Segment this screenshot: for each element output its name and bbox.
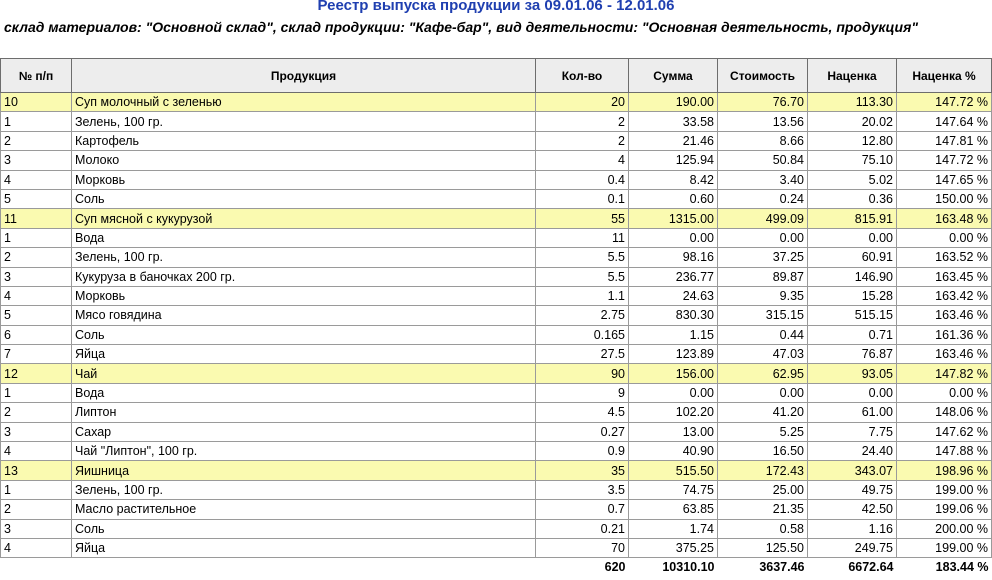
cell-cost: 50.84 [718,151,808,170]
cell-product: Соль [72,325,536,344]
total-quantity: 620 [604,560,626,575]
cell-cost: 25.00 [718,480,808,499]
total-cell [1,558,72,577]
cell-cost: 37.25 [718,248,808,267]
cell-cost: 62.95 [718,364,808,383]
cell-product: Суп мясной с кукурузой [72,209,536,228]
cell-markup: 5.02 [808,170,897,189]
cell-number: 5 [1,306,72,325]
cell-quantity: 9 [536,383,629,402]
cell-markup-percent: 199.00 % [897,538,992,557]
cell-cost: 0.44 [718,325,808,344]
cell-product: Вода [72,228,536,247]
table-body [1,93,992,558]
cell-product: Морковь [72,170,536,189]
cell-quantity: 2 [536,131,629,150]
cell-cost: 0.00 [718,228,808,247]
cell-markup: 0.00 [808,383,897,402]
ingredient-row [1,422,992,441]
cell-product: Липтон [72,403,536,422]
ingredient-row [1,442,992,461]
cell-quantity: 55 [536,209,629,228]
cell-cost: 16.50 [718,442,808,461]
cell-cost: 172.43 [718,461,808,480]
cell-sum: 40.90 [629,442,718,461]
cell-sum: 33.58 [629,112,718,131]
cell-markup-percent: 161.36 % [897,325,992,344]
ingredient-row [1,228,992,247]
cell-markup: 515.15 [808,306,897,325]
ingredient-row [1,131,992,150]
cell-product: Морковь [72,286,536,305]
ingredient-row [1,345,992,364]
ingredient-row [1,538,992,557]
cell-product: Соль [72,519,536,538]
cell-product: Суп молочный с зеленью [72,93,536,112]
col-header-cost: Стоимость [718,59,808,93]
cell-number: 2 [1,248,72,267]
cell-cost: 499.09 [718,209,808,228]
cell-cost: 0.24 [718,189,808,208]
cell-quantity: 0.165 [536,325,629,344]
cell-sum: 375.25 [629,538,718,557]
cell-markup-percent: 200.00 % [897,519,992,538]
cell-sum: 8.42 [629,170,718,189]
cell-quantity: 27.5 [536,345,629,364]
cell-quantity: 0.1 [536,189,629,208]
col-header-product: Продукция [72,59,536,93]
cell-number: 5 [1,189,72,208]
cell-quantity: 70 [536,538,629,557]
cell-markup: 7.75 [808,422,897,441]
cell-number: 4 [1,538,72,557]
cell-product: Зелень, 100 гр. [72,112,536,131]
cell-number: 6 [1,325,72,344]
cell-quantity: 4.5 [536,403,629,422]
cell-sum: 0.00 [629,228,718,247]
cell-sum: 74.75 [629,480,718,499]
cell-quantity: 0.4 [536,170,629,189]
total-cost: 3637.46 [759,560,805,575]
cell-markup: 343.07 [808,461,897,480]
cell-quantity: 35 [536,461,629,480]
cell-quantity: 0.27 [536,422,629,441]
cell-product: Яйца [72,345,536,364]
ingredient-row [1,248,992,267]
col-header-quantity: Кол-во [536,59,629,93]
cell-sum: 98.16 [629,248,718,267]
cell-product: Вода [72,383,536,402]
cell-number: 10 [1,93,72,112]
cell-number: 3 [1,519,72,538]
ingredient-row [1,480,992,499]
cell-number: 3 [1,267,72,286]
cell-number: 1 [1,112,72,131]
ingredient-row [1,325,992,344]
cell-markup-percent: 199.00 % [897,480,992,499]
cell-markup-percent: 198.96 % [897,461,992,480]
col-header-sum: Сумма [629,59,718,93]
ingredient-row [1,383,992,402]
ingredient-row [1,151,992,170]
cell-markup-percent: 0.00 % [897,383,992,402]
cell-markup-percent: 199.06 % [897,500,992,519]
ingredient-row [1,500,992,519]
cell-number: 4 [1,286,72,305]
cell-markup: 15.28 [808,286,897,305]
cell-markup: 42.50 [808,500,897,519]
cell-markup: 75.10 [808,151,897,170]
cell-cost: 125.50 [718,538,808,557]
cell-sum: 123.89 [629,345,718,364]
cell-markup: 49.75 [808,480,897,499]
cell-number: 2 [1,131,72,150]
total-markup: 6672.64 [848,560,894,575]
cell-product: Мясо говядина [72,306,536,325]
cell-number: 3 [1,422,72,441]
cell-quantity: 4 [536,151,629,170]
cell-sum: 13.00 [629,422,718,441]
cell-quantity: 0.9 [536,442,629,461]
cell-number: 3 [1,151,72,170]
cell-cost: 315.15 [718,306,808,325]
cell-sum: 21.46 [629,131,718,150]
cell-markup-percent: 163.46 % [897,306,992,325]
col-header-markup-percent: Наценка % [897,59,992,93]
ingredient-row [1,403,992,422]
cell-markup: 0.36 [808,189,897,208]
cell-markup-percent: 0.00 % [897,228,992,247]
cell-product: Чай [72,364,536,383]
cell-product: Чай "Липтон", 100 гр. [72,442,536,461]
cell-sum: 0.60 [629,189,718,208]
cell-markup: 93.05 [808,364,897,383]
cell-cost: 0.58 [718,519,808,538]
cell-markup: 60.91 [808,248,897,267]
cell-sum: 1.15 [629,325,718,344]
cell-cost: 9.35 [718,286,808,305]
total-sum: 10310.10 [662,560,715,575]
cell-number: 4 [1,170,72,189]
cell-product: Яишница [72,461,536,480]
table-header-row [1,59,992,93]
cell-sum: 1.74 [629,519,718,538]
cell-markup: 113.30 [808,93,897,112]
cell-quantity: 2 [536,112,629,131]
cell-markup: 20.02 [808,112,897,131]
cell-markup-percent: 147.64 % [897,112,992,131]
cell-sum: 24.63 [629,286,718,305]
cell-quantity: 3.5 [536,480,629,499]
cell-markup-percent: 147.72 % [897,151,992,170]
ingredient-row [1,306,992,325]
cell-markup-percent: 147.88 % [897,442,992,461]
cell-markup: 1.16 [808,519,897,538]
cell-cost: 5.25 [718,422,808,441]
ingredient-row [1,267,992,286]
cell-product: Кукуруза в баночках 200 гр. [72,267,536,286]
cell-cost: 21.35 [718,500,808,519]
cell-markup-percent: 147.82 % [897,364,992,383]
cell-product: Сахар [72,422,536,441]
cell-quantity: 11 [536,228,629,247]
cell-number: 11 [1,209,72,228]
cell-cost: 76.70 [718,93,808,112]
cell-quantity: 5.5 [536,248,629,267]
cell-product: Зелень, 100 гр. [72,480,536,499]
cell-sum: 1315.00 [629,209,718,228]
cell-markup: 249.75 [808,538,897,557]
cell-quantity: 5.5 [536,267,629,286]
cell-product: Зелень, 100 гр. [72,248,536,267]
cell-sum: 0.00 [629,383,718,402]
report-title: Реестр выпуска продукции за 09.01.06 - 12.01.06 [317,0,675,14]
cell-markup-percent: 163.48 % [897,209,992,228]
product-group-row [1,364,992,383]
cell-number: 1 [1,228,72,247]
report-subtitle: склад материалов: "Основной склад", склад продукции: "Кафе-бар", вид деятельности: "Основная деятельность, продукция" [4,19,918,35]
cell-number: 2 [1,500,72,519]
cell-product: Картофель [72,131,536,150]
product-group-row [1,461,992,480]
cell-cost: 13.56 [718,112,808,131]
cell-product: Молоко [72,151,536,170]
cell-sum: 190.00 [629,93,718,112]
cell-sum: 515.50 [629,461,718,480]
cell-quantity: 20 [536,93,629,112]
cell-quantity: 1.1 [536,286,629,305]
cell-sum: 156.00 [629,364,718,383]
product-group-row [1,209,992,228]
cell-number: 1 [1,383,72,402]
total-markup-percent: 183.44 % [935,560,989,575]
cell-product: Масло растительное [72,500,536,519]
cell-number: 7 [1,345,72,364]
cell-markup-percent: 147.62 % [897,422,992,441]
ingredient-row [1,112,992,131]
cell-markup: 0.00 [808,228,897,247]
cell-markup: 61.00 [808,403,897,422]
cell-markup-percent: 163.46 % [897,345,992,364]
cell-markup-percent: 147.65 % [897,170,992,189]
cell-markup: 0.71 [808,325,897,344]
cell-product: Соль [72,189,536,208]
cell-markup: 76.87 [808,345,897,364]
cell-quantity: 2.75 [536,306,629,325]
cell-markup-percent: 163.52 % [897,248,992,267]
col-header-number: № п/п [1,59,72,93]
cell-cost: 0.00 [718,383,808,402]
cell-number: 2 [1,403,72,422]
production-table [0,58,992,576]
total-cell [72,558,536,577]
cell-sum: 236.77 [629,267,718,286]
cell-quantity: 90 [536,364,629,383]
cell-cost: 47.03 [718,345,808,364]
cell-cost: 41.20 [718,403,808,422]
cell-cost: 8.66 [718,131,808,150]
cell-markup-percent: 163.42 % [897,286,992,305]
cell-markup: 12.80 [808,131,897,150]
cell-sum: 830.30 [629,306,718,325]
cell-sum: 63.85 [629,500,718,519]
cell-markup: 815.91 [808,209,897,228]
cell-number: 4 [1,442,72,461]
cell-quantity: 0.7 [536,500,629,519]
cell-sum: 102.20 [629,403,718,422]
ingredient-row [1,519,992,538]
cell-markup-percent: 150.00 % [897,189,992,208]
ingredient-row [1,286,992,305]
cell-product: Яйца [72,538,536,557]
cell-number: 12 [1,364,72,383]
totals-row [1,558,992,577]
cell-markup-percent: 163.45 % [897,267,992,286]
cell-number: 1 [1,480,72,499]
cell-markup-percent: 147.81 % [897,131,992,150]
ingredient-row [1,189,992,208]
cell-markup: 146.90 [808,267,897,286]
cell-markup-percent: 148.06 % [897,403,992,422]
cell-markup-percent: 147.72 % [897,93,992,112]
cell-sum: 125.94 [629,151,718,170]
cell-cost: 3.40 [718,170,808,189]
cell-number: 13 [1,461,72,480]
ingredient-row [1,170,992,189]
col-header-markup: Наценка [808,59,897,93]
cell-quantity: 0.21 [536,519,629,538]
product-group-row [1,93,992,112]
cell-cost: 89.87 [718,267,808,286]
cell-markup: 24.40 [808,442,897,461]
